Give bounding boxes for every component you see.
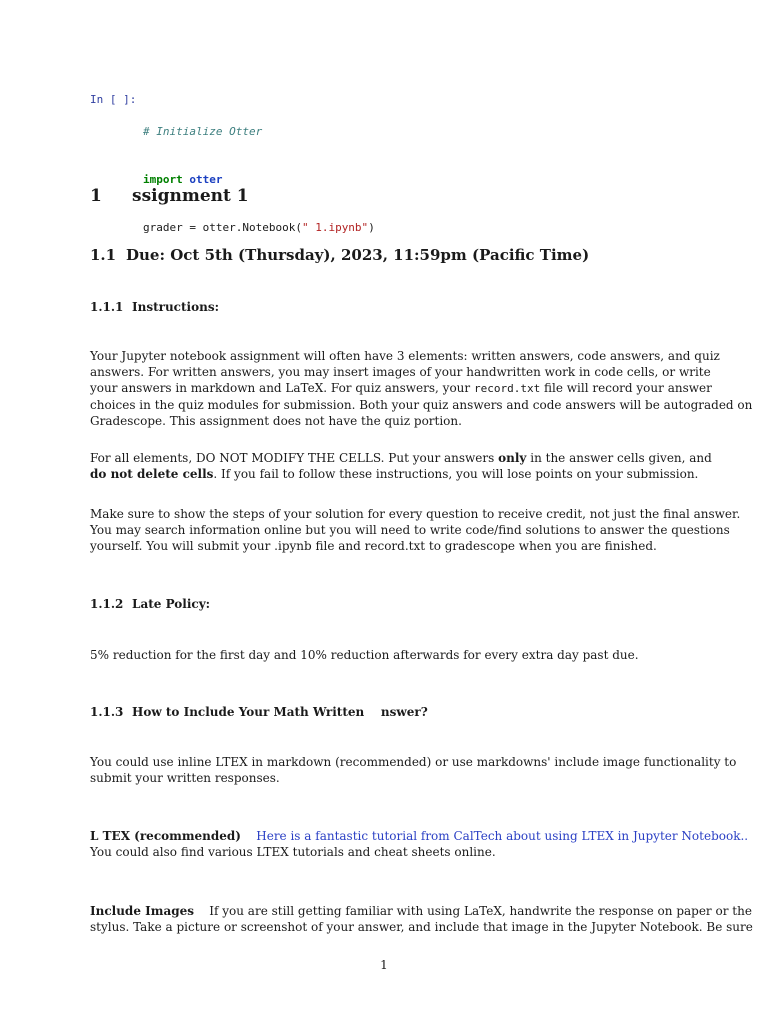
subsubsection-number: 1.1.2 bbox=[90, 597, 124, 611]
section-title: ssignment 1 bbox=[132, 186, 249, 206]
late-policy-paragraph bbox=[90, 647, 678, 663]
section-heading bbox=[90, 186, 249, 206]
text-span: file will record your answer bbox=[544, 381, 712, 395]
text-line: You could also find various LTEX tutorials and cheat sheets online. bbox=[90, 845, 496, 859]
code-module-name: otter bbox=[189, 173, 223, 186]
subsection-heading-due bbox=[90, 246, 589, 264]
text-line: You could use inline LTEX in markdown (recommended) or use markdowns' include image functionality to bbox=[90, 755, 737, 769]
code-editor[interactable] bbox=[143, 92, 375, 268]
text-line: answers. For written answers, you may insert images of your handwritten work in code cells, or write bbox=[90, 365, 711, 379]
text-line bbox=[90, 903, 752, 919]
text-line: You may search information online but you will need to write code/find solutions to answer the questions bbox=[90, 523, 730, 537]
text-span: your answers in markdown and LaTeX. For quiz answers, your bbox=[90, 381, 471, 395]
subsubsection-title: Instructions: bbox=[132, 300, 220, 314]
text-line: stylus. Take a picture or screenshot of your answer, and include that image in the Jupyter Notebook. Be sure bbox=[90, 920, 753, 934]
text-line bbox=[90, 466, 699, 482]
code-string: " 1.ipynb" bbox=[301, 221, 369, 234]
latex-recommended-label: L TEX (recommended) bbox=[90, 829, 241, 843]
text-line bbox=[90, 450, 712, 466]
code-line3-suffix: ) bbox=[368, 221, 375, 234]
subsection-number: 1.1 bbox=[90, 246, 117, 264]
text-line bbox=[90, 380, 712, 397]
bold-do-not-delete: do not delete cells bbox=[90, 467, 214, 481]
code-keyword-import: import bbox=[143, 173, 183, 186]
include-images-paragraph bbox=[90, 903, 753, 935]
code-line3-prefix: grader = otter.Notebook( bbox=[143, 221, 302, 234]
text-line: 5% reduction for the first day and 10% reduction afterwards for every extra day past due. bbox=[90, 648, 639, 662]
subsubsection-number: 1.1.1 bbox=[90, 300, 124, 314]
inline-code-record-txt: record.txt bbox=[473, 382, 541, 395]
cell-prompt: In [ ]: bbox=[90, 93, 137, 106]
subsubsection-heading-instructions bbox=[90, 300, 219, 314]
text-line: Gradescope. This assignment does not have the quiz portion. bbox=[90, 414, 462, 428]
bold-only: only bbox=[498, 451, 527, 465]
text-line: submit your written responses. bbox=[90, 771, 280, 785]
text-span: . If you fail to follow these instructions, you will lose points on your submission. bbox=[213, 467, 699, 481]
subsection-title: Due: Oct 5th (Thursday), 2023, 11:59pm (Pacific Time) bbox=[126, 246, 590, 264]
subsubsection-number: 1.1.3 bbox=[90, 705, 124, 719]
math-paragraph bbox=[90, 754, 737, 786]
subsubsection-title: How to Include Your Math Written nswer? bbox=[132, 705, 428, 719]
code-comment: # Initialize Otter bbox=[143, 125, 263, 138]
caltech-tutorial-link[interactable]: Here is a fantastic tutorial from CalTech about using LTEX in Jupyter Notebook.. bbox=[256, 829, 749, 843]
text-line: yourself. You will submit your .ipynb file and record.txt to gradescope when you are finished. bbox=[90, 539, 657, 553]
instructions-paragraph-2 bbox=[90, 450, 712, 482]
text-line bbox=[90, 828, 749, 844]
text-span: in the answer cells given, and bbox=[530, 451, 712, 465]
text-span: If you are still getting familiar with using LaTeX, handwrite the response on paper or the bbox=[209, 904, 752, 918]
instructions-paragraph-3 bbox=[90, 506, 741, 554]
text-span: For all elements, DO NOT MODIFY THE CELLS. Put your answers bbox=[90, 451, 495, 465]
text-line: Your Jupyter notebook assignment will often have 3 elements: written answers, code answers, and quiz bbox=[90, 349, 720, 363]
page-number: 1 bbox=[380, 958, 388, 972]
text-line: choices in the quiz modules for submission. Both your quiz answers and code answers will be autograded on bbox=[90, 398, 753, 412]
include-images-label: Include Images bbox=[90, 904, 194, 918]
subsubsection-heading-late-policy bbox=[90, 597, 210, 611]
subsubsection-title: Late Policy: bbox=[132, 597, 211, 611]
latex-paragraph bbox=[90, 828, 749, 860]
section-number: 1 bbox=[90, 186, 102, 206]
instructions-paragraph-1 bbox=[90, 348, 753, 429]
text-line: Make sure to show the steps of your solution for every question to receive credit, not just the final answer. bbox=[90, 507, 741, 521]
subsubsection-heading-math bbox=[90, 705, 428, 719]
